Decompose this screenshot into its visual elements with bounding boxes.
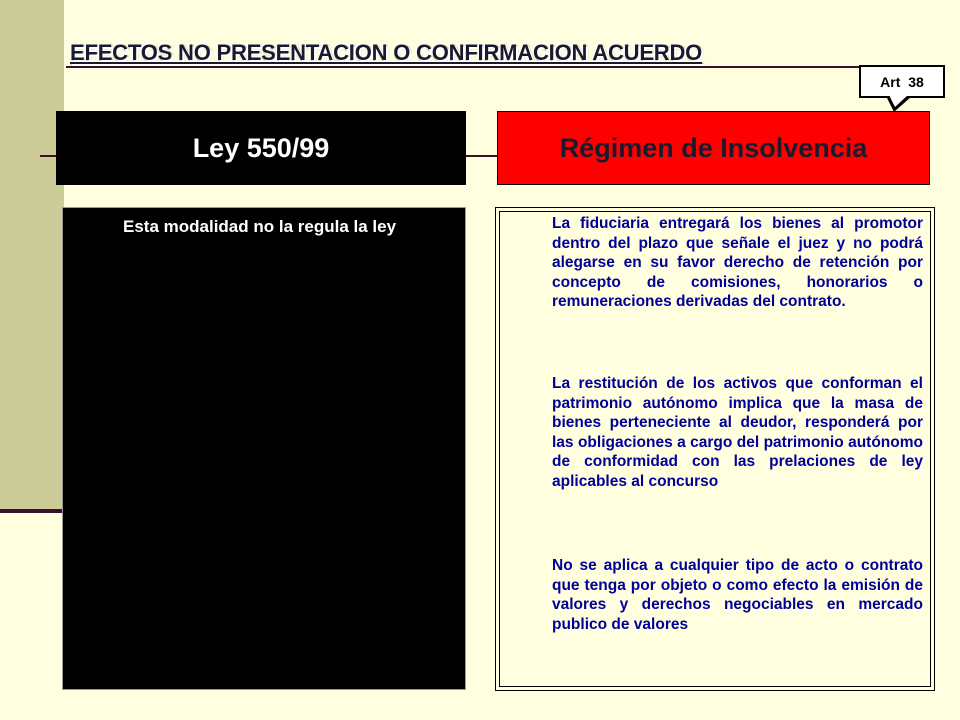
article-callout: Art 38: [859, 65, 945, 98]
right-paragraph-3: No se aplica a cualquier tipo de acto o contrato que tenga por objeto o como efecto la emisión de valores y derechos negociables en mercado publico de valores: [552, 557, 923, 633]
left-content-panel: [62, 207, 466, 690]
connector-line-left: [40, 155, 56, 157]
title-underline: [66, 66, 860, 68]
side-decoration-line: [0, 509, 66, 513]
connector-line-middle: [466, 155, 497, 157]
right-paragraph-2: La restitución de los activos que conforman el patrimonio autónomo implica que la masa de bienes perteneciente al deudor, responderá por las obligaciones a cargo del patrimonio autónomo de conformidad con las prelaciones de ley aplicables al concurso: [552, 375, 923, 490]
right-column-header: Régimen de Insolvencia: [497, 111, 930, 185]
left-column-header: Ley 550/99: [56, 111, 466, 185]
right-content-panel: [495, 207, 935, 691]
side-decoration-bar: [0, 0, 64, 512]
callout-tail-fill: [889, 95, 908, 107]
slide-title: EFECTOS NO PRESENTACION O CONFIRMACION ACUERDO: [70, 40, 703, 65]
right-paragraph-1: La fiduciaria entregará los bienes al promotor dentro del plazo que señale el juez y no podrá alegarse en su favor derecho de retención por concepto de comisiones, honorarios o remuneraciones derivadas del contrato.: [552, 215, 923, 310]
left-body-text: Esta modalidad no la regula la ley: [123, 217, 397, 236]
